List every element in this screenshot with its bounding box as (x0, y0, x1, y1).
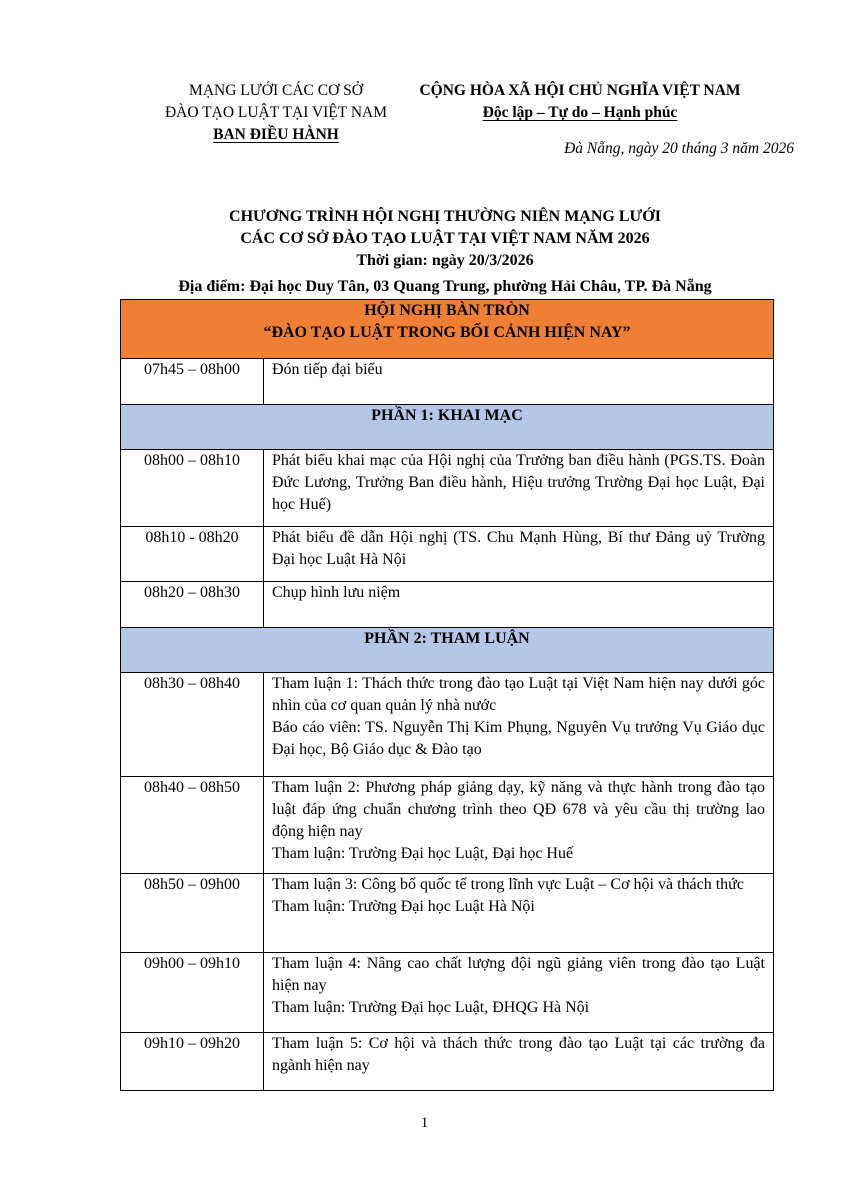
row-line: Tham luận 2: Phương pháp giảng dạy, kỹ năng và thực hành trong đào tạo luật đáp ứng chuẩn chương trình theo QĐ 678 và yêu cầu thị trường lao động hiện nay (272, 779, 765, 840)
banner-line-1: HỘI NGHỊ BÀN TRÒN (364, 302, 530, 319)
issuer-line-3: BAN ĐIỀU HÀNH (213, 126, 339, 143)
row-line: Tham luận: Trường Đại học Luật, ĐHQG Hà Nội (272, 999, 590, 1016)
row-time: 08h20 – 08h30 (121, 582, 264, 628)
row-time: 08h10 - 08h20 (121, 527, 264, 582)
row-desc (264, 874, 774, 953)
document-title (60, 206, 830, 272)
section-title: PHẦN 1: KHAI MẠC (121, 405, 774, 450)
row-desc (264, 527, 774, 582)
row-line: Phát biểu đề dẫn Hội nghị (TS. Chu Mạnh Hùng, Bí thư Đảng uỷ Trường Đại học Luật Hà Nội (272, 529, 765, 568)
table-row (121, 1033, 774, 1091)
table-row (121, 953, 774, 1033)
table-row (121, 673, 774, 777)
table-row (121, 777, 774, 874)
section-row (121, 405, 774, 450)
row-time: 07h45 – 08h00 (121, 359, 264, 405)
table-row (121, 359, 774, 405)
national-motto: Độc lập – Tự do – Hạnh phúc (482, 104, 678, 121)
row-desc (264, 450, 774, 527)
row-line: Tham luận: Trường Đại học Luật Hà Nội (272, 898, 535, 915)
row-time: 08h30 – 08h40 (121, 673, 264, 777)
row-time: 09h00 – 09h10 (121, 953, 264, 1033)
banner-cell (121, 300, 774, 359)
program-table (120, 299, 774, 1091)
title-location: Địa điểm: Đại học Duy Tân, 03 Quang Trung, phường Hải Châu, TP. Đà Nẵng (178, 278, 712, 295)
issuer-block (150, 80, 402, 146)
table-row (121, 527, 774, 582)
title-line-2: CÁC CƠ SỞ ĐÀO TẠO LUẬT TẠI VIỆT NAM NĂM 2026 (240, 230, 650, 247)
row-time: 08h00 – 08h10 (121, 450, 264, 527)
row-line: Báo cáo viên: TS. Nguyễn Thị Kim Phụng, Nguyên Vụ trưởng Vụ Giáo dục Đại học, Bộ Giáo dục & Đào tạo (272, 719, 765, 758)
table-row (121, 450, 774, 527)
row-line: Đón tiếp đại biểu (272, 361, 383, 378)
national-title: CỘNG HÒA XÃ HỘI CHỦ NGHĨA VIỆT NAM (419, 82, 741, 99)
national-header (404, 80, 756, 124)
table-row (121, 874, 774, 953)
row-line: Tham luận 1: Thách thức trong đào tạo Luật tại Việt Nam hiện nay dưới góc nhìn của cơ quan quản lý nhà nước (272, 675, 765, 714)
row-desc (264, 359, 774, 405)
row-desc (264, 777, 774, 874)
row-desc (264, 953, 774, 1033)
row-desc (264, 673, 774, 777)
table-row (121, 582, 774, 628)
row-time: 09h10 – 09h20 (121, 1033, 264, 1091)
row-desc (264, 1033, 774, 1091)
row-desc (264, 582, 774, 628)
row-line: Tham luận: Trường Đại học Luật, Đại học Huế (272, 845, 574, 862)
title-line-1: CHƯƠNG TRÌNH HỘI NGHỊ THƯỜNG NIÊN MẠNG LƯỚI (229, 208, 661, 225)
row-line: Tham luận 4: Nâng cao chất lượng đội ngũ giảng viên trong đào tạo Luật hiện nay (272, 955, 765, 994)
row-time: 08h50 – 09h00 (121, 874, 264, 953)
issuer-line-2: ĐÀO TẠO LUẬT TẠI VIỆT NAM (164, 104, 388, 121)
row-line: Phát biểu khai mạc của Hội nghị của Trưởng ban điều hành (PGS.TS. Đoàn Đức Lương, Trưởng Ban điều hành, Hiệu trưởng Trường Đại học Luật, Đại học Huế) (272, 452, 765, 513)
table-banner-row (121, 300, 774, 359)
row-line: Tham luận 5: Cơ hội và thách thức trong đào tạo Luật tại các trường đa ngành hiện nay (272, 1035, 765, 1074)
issuer-line-1: MẠNG LƯỚI CÁC CƠ SỞ (189, 82, 363, 99)
row-time: 08h40 – 08h50 (121, 777, 264, 874)
row-line: Tham luận 3: Công bố quốc tế trong lĩnh vực Luật – Cơ hội và thách thức (272, 876, 744, 893)
banner-line-2: “ĐÀO TẠO LUẬT TRONG BỐI CẢNH HIỆN NAY” (263, 324, 631, 341)
section-row (121, 628, 774, 673)
page-number: 1 (420, 1115, 429, 1131)
row-line: Chụp hình lưu niệm (272, 584, 401, 601)
document-date: Đà Nẵng, ngày 20 tháng 3 năm 2026 (564, 140, 794, 157)
title-time: Thời gian: ngày 20/3/2026 (356, 252, 534, 269)
section-title: PHẦN 2: THAM LUẬN (121, 628, 774, 673)
